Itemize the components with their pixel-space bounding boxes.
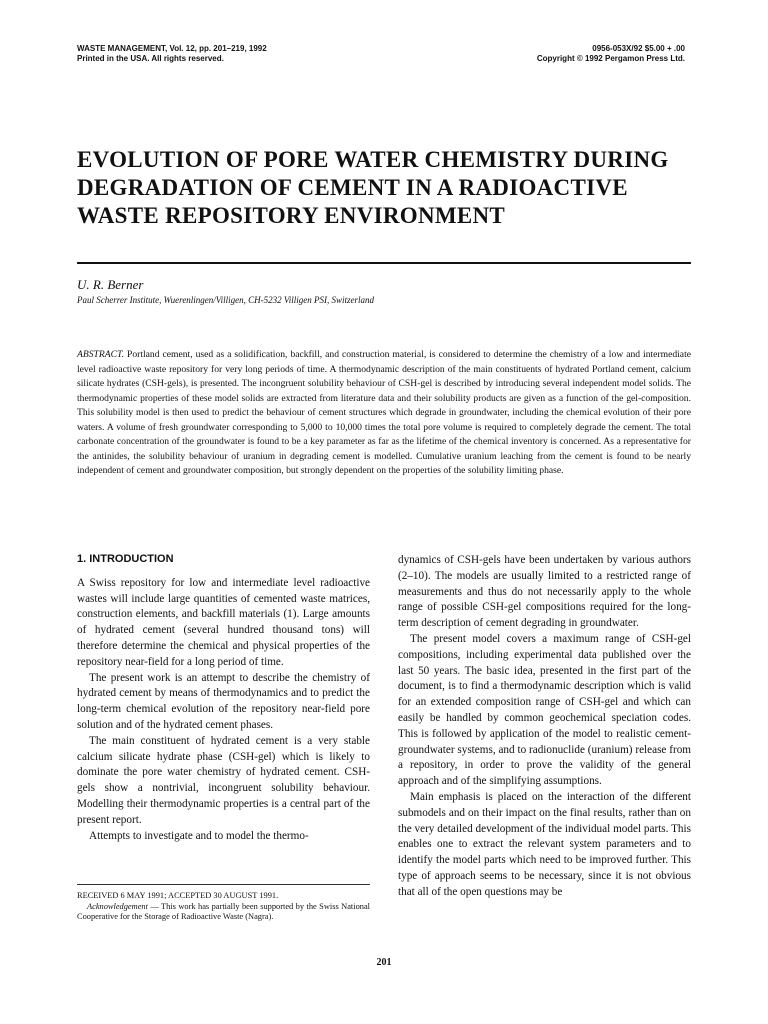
author-name: U. R. Berner bbox=[77, 277, 144, 292]
body-paragraph: The present model covers a maximum range of CSH-gel compositions, including experimental data published over the last 50 years. The basic idea, presented in the first part of the document, is to find a thermodynamic description which is valid for an extended composition range of CSH-gel and which can easily be handled by common geochemical speciation codes. This is followed by application of the model to realistic cement-groundwater systems, and to radionuclide (uranium) release from a repository, in order to prove the validity of the general approach and of the simplifying assumptions. bbox=[398, 632, 691, 788]
body-paragraph: The present work is an attempt to describe the chemistry of hydrated cement by means of thermodynamics and to predict the long-term chemical evolution of the repository near-field pore solution and of the hydrated cement phases. bbox=[77, 671, 370, 731]
received-dates: RECEIVED 6 MAY 1991; ACCEPTED 30 AUGUST 1991. bbox=[77, 891, 279, 900]
body-paragraph: The main constituent of hydrated cement is a very stable calcium silicate hydrate phase (CSH-gel) which is likely to dominate the pore water chemistry of hydrated cement. CSH-gels show a nontrivial, incongruent solubility behaviour. Modelling their thermodynamic properties is a central part of the present report. bbox=[77, 734, 370, 826]
acknowledgement-text: — This work has partially been supported by the Swiss National Cooperative for the Storage of Radioactive Waste (Nagra). bbox=[77, 901, 370, 922]
issn-price: 0956-053X/92 $5.00 + .00 bbox=[592, 44, 685, 53]
footnote-rule bbox=[77, 884, 370, 885]
journal-header bbox=[77, 44, 267, 64]
abstract-text: Portland cement, used as a solidification, backfill, and construction material, is considered to determine the chemistry of a low and intermediate level radioactive waste repository for very long periods of time. A thermodynamic description of the main constituents of hydrated Portland cement, calcium silicate hydrates (CSH-gels), is presented. The incongruent solubility behaviour of CSH-gel is described by introducing several independent model solids. The thermodynamic properties of these model solids are extracted from literature data and their solubility products are given as a function of the gel-composition. This solubility model is then used to predict the behaviour of cement structures which degrade in groundwater, including the chemical evolution of their pore waters. A volume of fresh groundwater corresponding to 5,000 to 10,000 times the total pore volume is required to completely degrade the cement. The total carbonate concentration of the groundwater is found to be a key parameter as far as the lifetime of the chemical inventory is concerned. As a representative for the antinides, the solubility behaviour of uranium in degrading cement is modelled. Cumulative uranium leaching from the cement is found to be nearly independent of cement and groundwater composition, but strongly dependent on the properties of the solubility limiting phase. bbox=[77, 349, 691, 476]
journal-citation: WASTE MANAGEMENT, Vol. 12, pp. 201–219, 1992 bbox=[77, 44, 267, 53]
left-column bbox=[77, 552, 370, 844]
copyright-header bbox=[537, 44, 685, 64]
body-paragraph: dynamics of CSH-gels have been undertaken by various authors (2–10). The models are usually limited to a restricted range of measurements and thus do not necessarily apply to the whole range of possible CSH-gel compositions required for the long-term description of cement degrading in groundwater. bbox=[398, 554, 691, 630]
acknowledgement bbox=[77, 902, 370, 923]
body-paragraph: Attempts to investigate and to model the thermo- bbox=[89, 829, 309, 842]
abstract-label: ABSTRACT. bbox=[77, 349, 124, 360]
body-paragraph: Main emphasis is placed on the interaction of the different submodels and on their impact on the final results, rather than on the very detailed development of the individual model parts. This enables one to extract the relevant system parameters and to identify the model parts which need to be improved further. This type of approach seems to be necessary, since it is not obvious that all of the open questions may be bbox=[398, 790, 691, 898]
title-rule bbox=[77, 262, 691, 264]
footnote bbox=[77, 891, 370, 923]
right-column bbox=[398, 553, 691, 901]
section-heading: 1. INTRODUCTION bbox=[77, 553, 174, 565]
author-affiliation: Paul Scherrer Institute, Wuerenlingen/Villigen, CH-5232 Villigen PSI, Switzerland bbox=[77, 295, 374, 305]
abstract bbox=[77, 348, 691, 479]
paper-title: EVOLUTION OF PORE WATER CHEMISTRY DURING DEGRADATION OF CEMENT IN A RADIOACTIVE WASTE REPOSITORY ENVIRONMENT bbox=[77, 147, 669, 228]
acknowledgement-label: Acknowledgement bbox=[87, 901, 148, 911]
body-paragraph: A Swiss repository for low and intermediate level radioactive wastes will include large quantities of cemented waste matrices, construction elements, and backfill materials (1). Large amounts of hydrated cement (several hundred thousand tons) will therefore determine the chemical and physical properties of the repository near-field for a long period of time. bbox=[77, 576, 370, 668]
printing-notice: Printed in the USA. All rights reserved. bbox=[77, 54, 224, 63]
copyright-line: Copyright © 1992 Pergamon Press Ltd. bbox=[536, 54, 685, 63]
page-number: 201 bbox=[376, 957, 392, 968]
